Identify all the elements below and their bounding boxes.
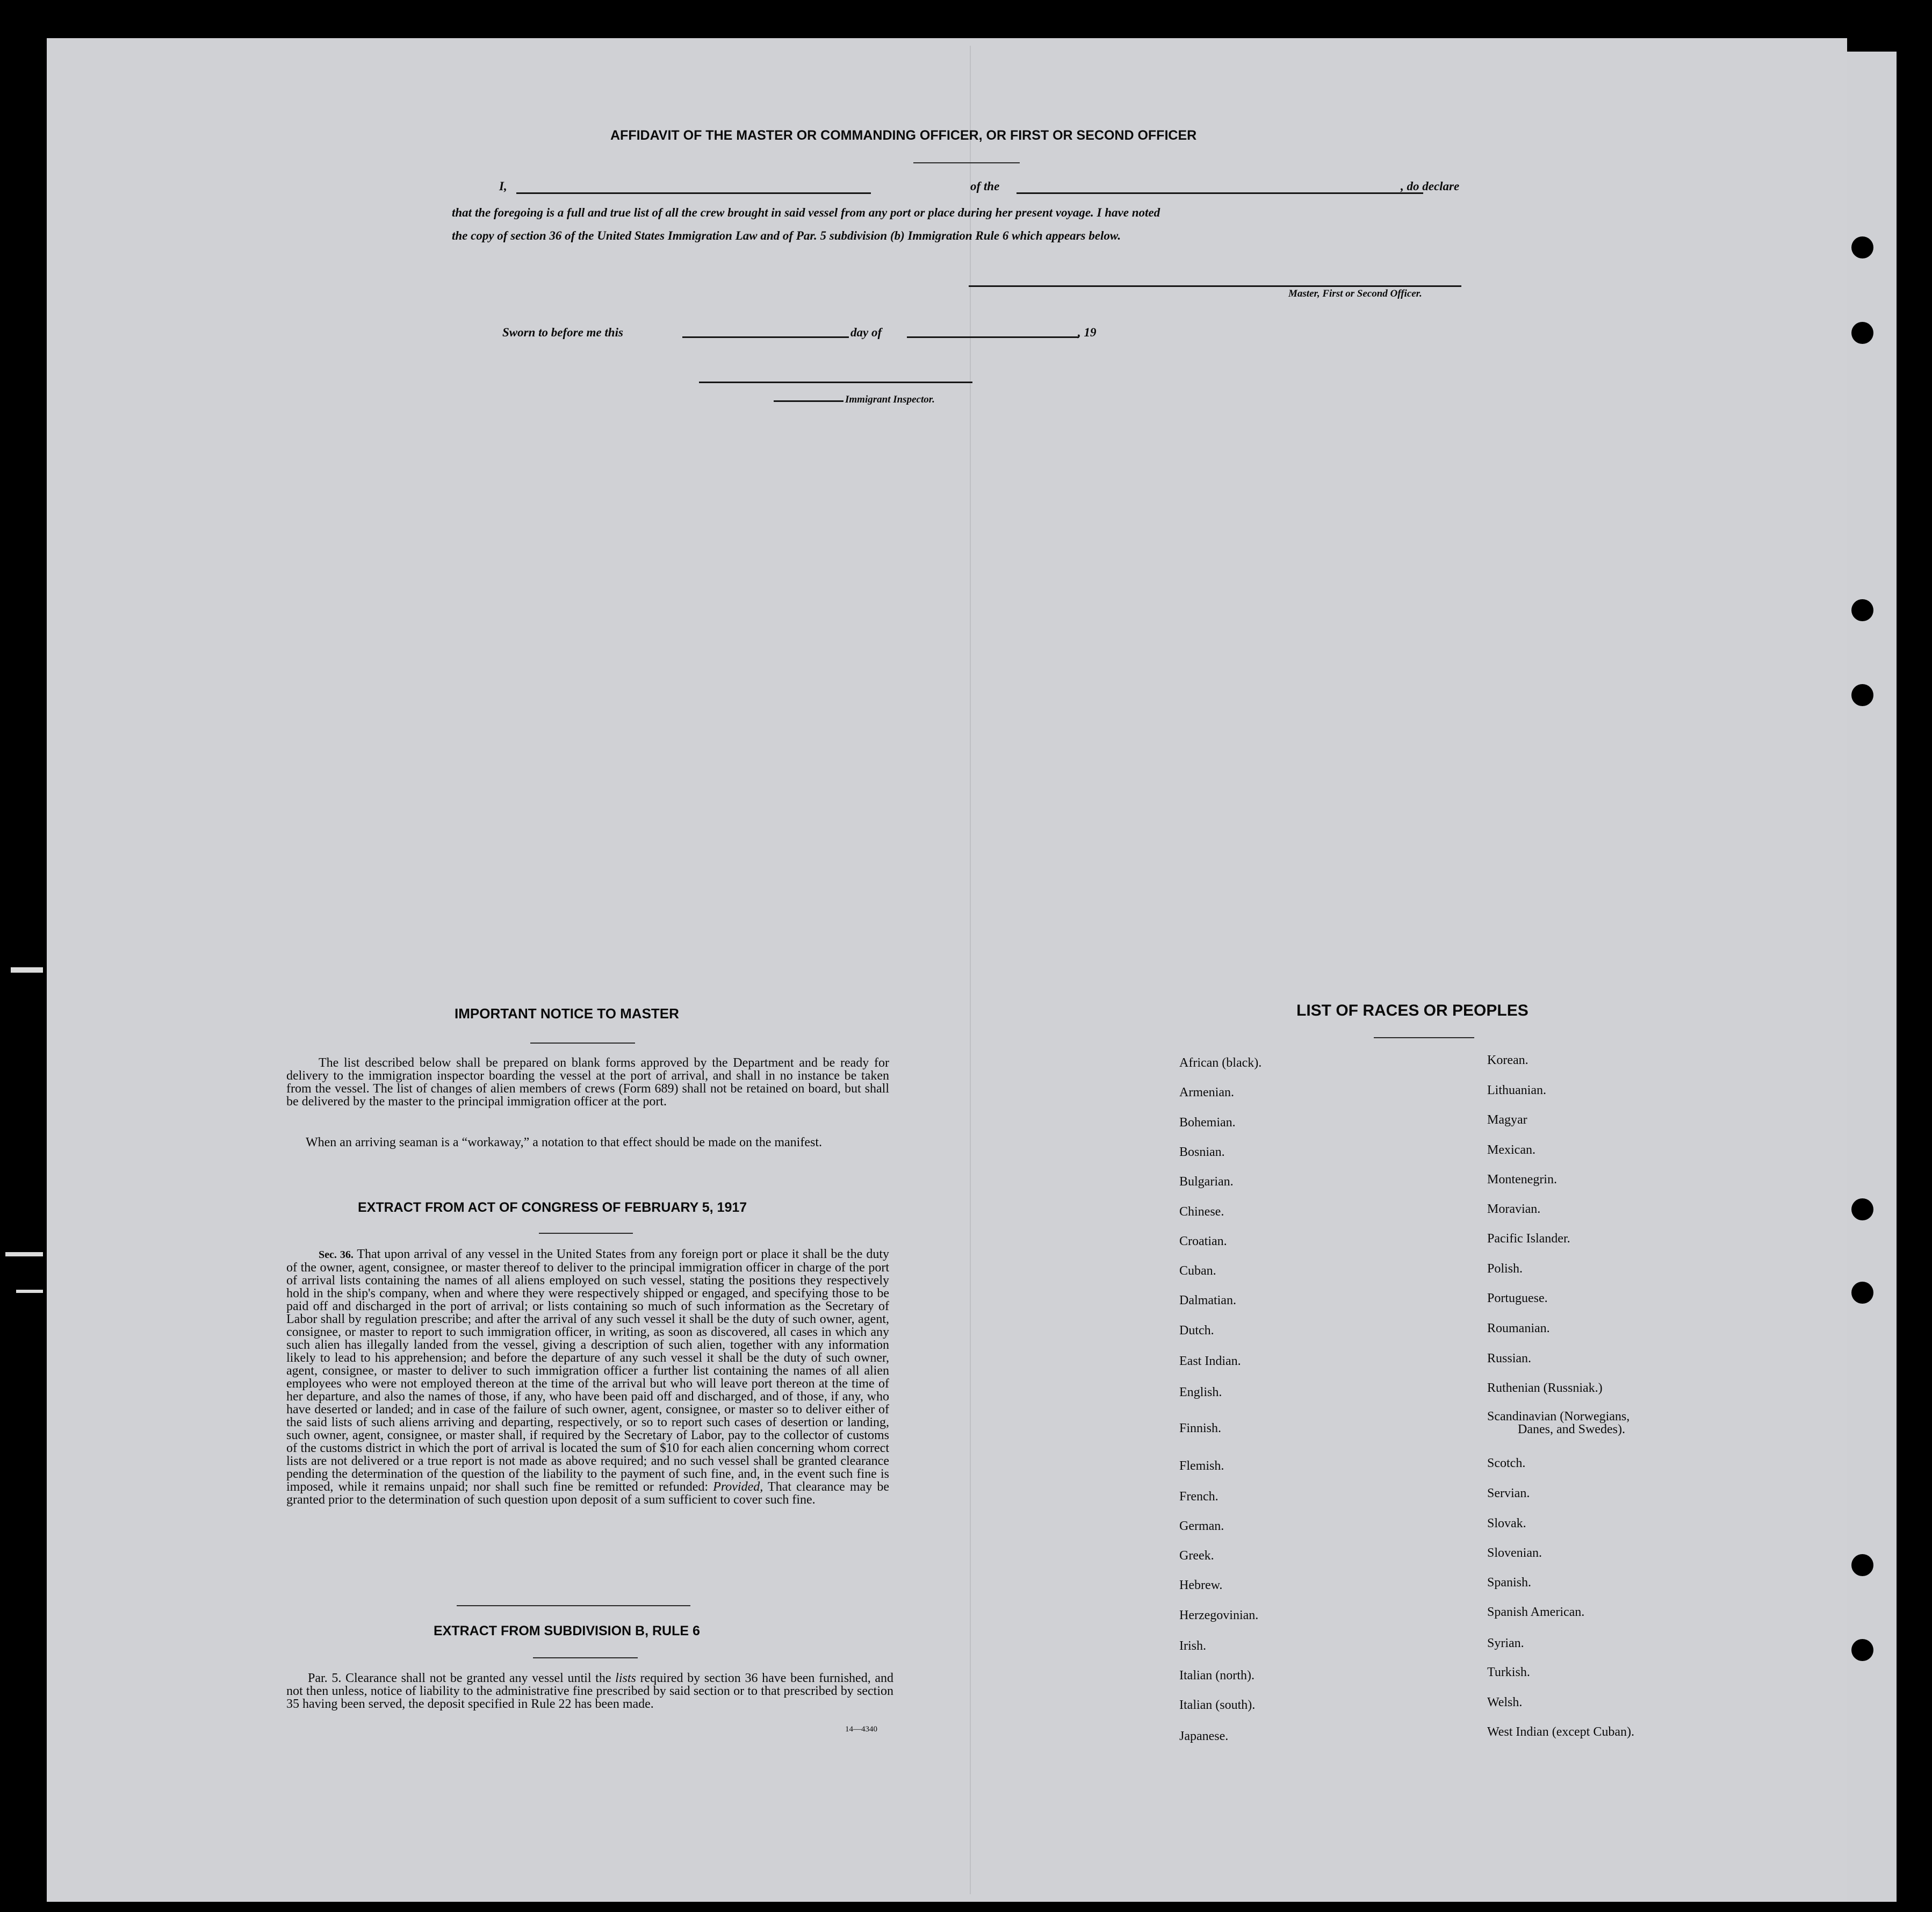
race-left-item: Chinese.	[1179, 1205, 1224, 1219]
race-left-item: Herzegovinian.	[1179, 1608, 1259, 1622]
act-end-divider	[457, 1605, 690, 1606]
race-right-item: Spanish.	[1487, 1576, 1532, 1590]
race-right-item: Slovenian.	[1487, 1546, 1542, 1560]
races-title: LIST OF RACES OR PEOPLES	[1296, 1002, 1529, 1019]
declarant-name-field[interactable]	[516, 192, 871, 194]
act-extract-body: Sec. 36. That upon arrival of any vessel in the United States from any foreign port or place it shall be the duty of the owner, agent, consignee, or master thereof to deliver to the principal immigration officer in charge of the port of arrival lists containing the names of all aliens employed on such vessel, stating the positions they respectively hold in the ship's company, when and where they were respectively shipped or engaged, and specifying those to be paid off and discharged in the port of arrival; or lists containing so much of such information as the Secretary of Labor shall by regulation prescribe; and after the arrival of any such vessel it shall be the duty of such owner, agent, consignee, or master to report to such immigration officer, in writing, as soon as discovered, all cases in which any such alien has illegally landed from the vessel, giving a description of such alien, together with any information likely to lead to his apprehension; and before the departure of any such vessel it shall be the duty of such owner, agent, consignee, or master to deliver to such immigration officer a further list containing the names of all alien employees who were not employed thereon at the time of the arrival but who will leave port thereon at the time of her departure, and also the names of those, if any, who have been paid off and discharged, and of those, if any, who have deserted or landed; and in case of the failure of such owner, agent, consignee, or master so to deliver either of the said lists of such aliens arriving and departing, respectively, or so to report such cases of desertion or landing, such owner, agent, consignee, or master shall, if required by the Secretary of Labor, pay to the collector of customs of the customs district in which the port of arrival is located the sum of $10 for each alien concerning whom correct lists are not delivered or a true report is not made as above required; and no such vessel shall be granted clearance pending the determination of the question of the liability to the payment of such fine, and, in the event such fine is imposed, while it remains unpaid; nor shall such fine be remitted or refunded: Provided, That clearance may be granted prior to the determination of such question upon deposit of a sum sufficient to cover such fine.	[286, 1247, 889, 1507]
race-right-item: Slovak.	[1487, 1516, 1526, 1530]
inspector-label-line	[774, 400, 844, 402]
race-left-item: Cuban.	[1179, 1264, 1216, 1278]
race-left-item: Italian (south).	[1179, 1698, 1256, 1712]
declarant-prefix: I,	[499, 179, 507, 193]
race-right-item: Korean.	[1487, 1053, 1529, 1067]
punch-hole	[1851, 599, 1873, 621]
race-right-item: Spanish American.	[1487, 1605, 1585, 1619]
race-left-item: Bulgarian.	[1179, 1175, 1234, 1189]
left-edge-noise	[16, 1290, 43, 1293]
inspector-label: Immigrant Inspector.	[845, 394, 935, 405]
affidavit-line-2: that the foregoing is a full and true list of all the crew brought in said vessel from any port or place during her present voyage. I have noted	[452, 206, 1160, 219]
races-title-underline	[1374, 1037, 1474, 1038]
signature-label: Master, First or Second Officer.	[1288, 288, 1422, 299]
race-left-item: Bohemian.	[1179, 1116, 1236, 1130]
of-the-label: of the	[970, 179, 1000, 193]
signature-line[interactable]	[969, 285, 1461, 287]
race-left-item: German.	[1179, 1519, 1224, 1533]
race-left-item: Finnish.	[1179, 1421, 1222, 1435]
notice-title: IMPORTANT NOTICE TO MASTER	[455, 1005, 679, 1022]
sworn-prefix: Sworn to before me this	[502, 326, 623, 339]
vessel-name-field[interactable]	[1017, 192, 1423, 194]
race-left-item: Flemish.	[1179, 1459, 1224, 1473]
act-title-underline	[539, 1233, 633, 1234]
race-right-item	[1487, 1410, 1630, 1436]
punch-hole	[1851, 1639, 1873, 1661]
affidavit-line-3: the copy of section 36 of the United States Immigration Law and of Par. 5 subdivision (b) Immigration Rule 6 which appears below.	[452, 229, 1121, 242]
fold-line	[970, 46, 971, 1894]
document-page	[47, 38, 1847, 1902]
race-right-item: Servian.	[1487, 1486, 1530, 1500]
sworn-month-field[interactable]	[907, 336, 1079, 338]
race-left-item: East Indian.	[1179, 1354, 1241, 1368]
title-underline	[913, 162, 1020, 163]
form-number: 14—4340	[845, 1725, 877, 1734]
rule-extract-body: Par. 5. Clearance shall not be granted any vessel until the lists required by section 36 have been furnished, and not then unless, notice of liability to the administrative fine prescribed by said section or to that prescribed by section 35 having been served, the deposit specified in Rule 22 has been made.	[286, 1671, 894, 1711]
sworn-day-of-label: day of	[850, 326, 882, 339]
punch-hole	[1851, 236, 1873, 258]
race-left-item: Bosnian.	[1179, 1145, 1225, 1159]
race-right-item: Mexican.	[1487, 1143, 1535, 1157]
race-right-item: Russian.	[1487, 1352, 1532, 1365]
race-right-item: Syrian.	[1487, 1636, 1524, 1650]
race-left-item: French.	[1179, 1490, 1219, 1504]
race-left-item: Hebrew.	[1179, 1578, 1223, 1592]
notice-paragraph-1: The list described below shall be prepared on blank forms approved by the Department and be ready for delivery to the immigration inspector boarding the vessel at the port of arrival, and shall in no instance be taken from the vessel. The list of changes of alien members of crews (Form 689) shall not be retained on board, but shall be delivered by the master to the principal immigration officer at the port.	[286, 1056, 889, 1109]
race-left-item: Greek.	[1179, 1549, 1214, 1563]
race-right-item: West Indian (except Cuban).	[1487, 1725, 1634, 1739]
sworn-year-label: , 19	[1078, 326, 1097, 339]
notice-paragraph-2: When an arriving seaman is a “workaway,” a notation to that effect should be made on the manifest.	[306, 1135, 822, 1149]
race-left-item: Armenian.	[1179, 1086, 1234, 1099]
act-extract-title: EXTRACT FROM ACT OF CONGRESS OF FEBRUARY 5, 1917	[358, 1200, 747, 1215]
punch-hole	[1851, 684, 1873, 706]
sworn-day-field[interactable]	[682, 336, 849, 338]
left-edge-noise	[5, 1252, 43, 1256]
race-right-item: Lithuanian.	[1487, 1083, 1546, 1097]
race-scandinavian: Scandinavian (Norwegians,	[1487, 1410, 1630, 1424]
punch-hole	[1851, 1554, 1873, 1576]
punch-hole	[1851, 1282, 1873, 1304]
race-right-item: Roumanian.	[1487, 1321, 1550, 1335]
punch-hole	[1851, 1198, 1873, 1220]
race-left-item: Dalmatian.	[1179, 1293, 1236, 1307]
do-declare-label: , do declare	[1401, 179, 1460, 193]
race-right-item: Magyar	[1487, 1113, 1527, 1127]
race-left-item: Dutch.	[1179, 1324, 1214, 1338]
race-left-item: English.	[1179, 1385, 1222, 1399]
rule-extract-title: EXTRACT FROM SUBDIVISION B, RULE 6	[434, 1623, 700, 1638]
rule-title-underline	[533, 1657, 638, 1658]
race-right-item: Moravian.	[1487, 1202, 1541, 1216]
notice-title-underline	[530, 1043, 635, 1044]
affidavit-title: AFFIDAVIT OF THE MASTER OR COMMANDING OFFICER, OR FIRST OR SECOND OFFICER	[610, 128, 1197, 143]
race-right-item: Scotch.	[1487, 1456, 1526, 1470]
race-left-item: Irish.	[1179, 1639, 1206, 1653]
race-left-item: Croatian.	[1179, 1234, 1227, 1248]
race-right-item: Montenegrin.	[1487, 1173, 1557, 1187]
race-right-item: Pacific Islander.	[1487, 1232, 1570, 1246]
race-left-item: African (black).	[1179, 1056, 1262, 1070]
punch-hole	[1851, 322, 1873, 344]
race-right-item: Portuguese.	[1487, 1291, 1548, 1305]
race-right-item: Polish.	[1487, 1262, 1523, 1276]
race-left-item: Italian (north).	[1179, 1669, 1255, 1683]
inspector-signature-line[interactable]	[699, 382, 972, 383]
race-scandinavian-cont: Danes, and Swedes).	[1518, 1422, 1625, 1436]
race-right-item: Turkish.	[1487, 1665, 1530, 1679]
race-left-item: Japanese.	[1179, 1729, 1229, 1743]
race-right-item: Ruthenian (Russniak.)	[1487, 1381, 1603, 1395]
race-right-item: Welsh.	[1487, 1695, 1523, 1709]
left-edge-noise	[11, 967, 43, 973]
